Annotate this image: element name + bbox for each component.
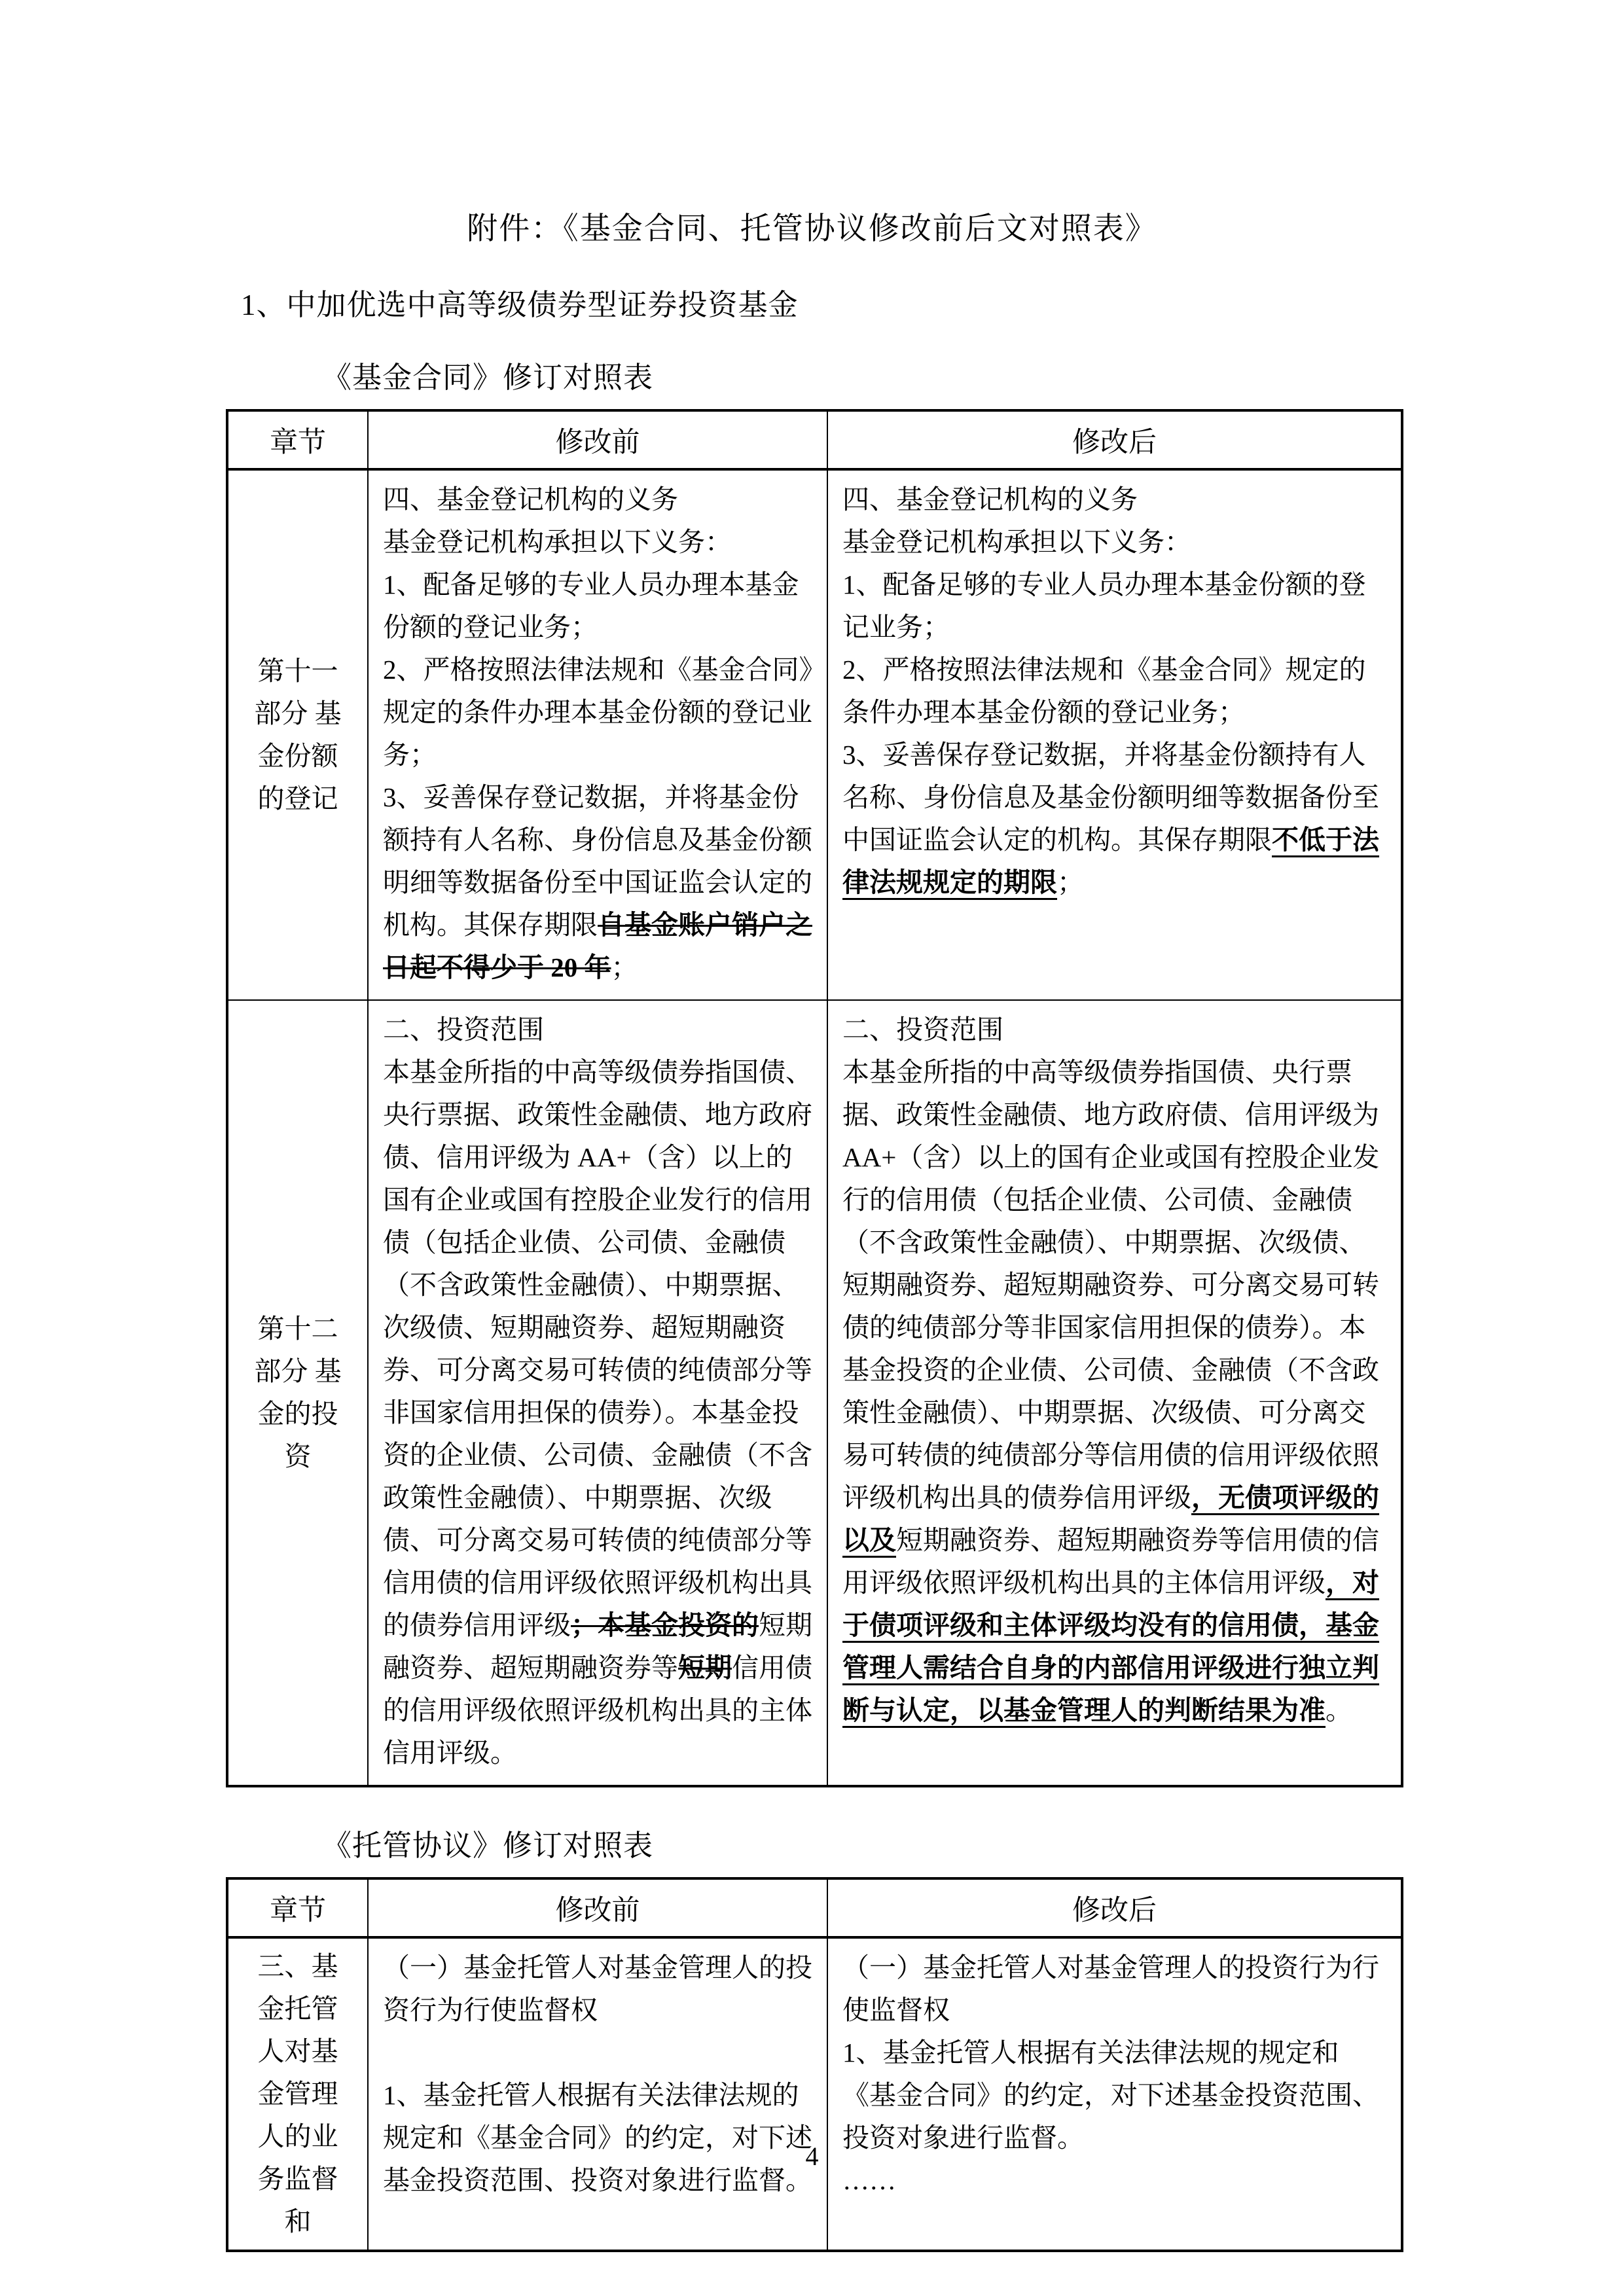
table-header-row	[227, 1878, 1402, 1937]
before-text-cell: （一）基金托管人对基金管理人的投资行为行使监督权 1、基金托管人根据有关法律法规的规定和《基金合同》的约定，对下述基金投资范围、投资对象进行监督。	[368, 1937, 827, 2251]
section-heading-fund-1: 1、中加优选中高等级债券型证券投资基金	[241, 289, 799, 321]
chapter-cell: 第十一部分 基金份额的登记	[227, 469, 368, 1000]
fund-contract-comparison-table	[226, 409, 1403, 1787]
column-header-chapter: 章节	[227, 410, 368, 469]
before-text-cell: 四、基金登记机构的义务 基金登记机构承担以下义务： 1、配备足够的专业人员办理本基金份额的登记业务； 2、严格按照法律法规和《基金合同》规定的条件办理本基金份额的登记业务； 3、妥善保存登记数据，并将基金份额持有人名称、身份信息及基金份额明细等数据备份至中国证监会认定的机构。其保存期限自基金账户销户之日起不得少于 20 年；	[368, 469, 827, 1000]
column-header-before: 修改前	[368, 410, 827, 469]
column-header-chapter: 章节	[227, 1878, 368, 1937]
table-header-row	[227, 410, 1402, 469]
table-row	[227, 469, 1402, 1000]
page-number: 4	[805, 2142, 819, 2171]
table-row	[227, 1000, 1402, 1786]
chapter-cell: 三、基金托管人对基金管理人的业务监督和	[227, 1937, 368, 2251]
after-text-cell: 二、投资范围 本基金所指的中高等级债券指国债、央行票据、政策性金融债、地方政府债、信用评级为 AA+（含）以上的国有企业或国有控股企业发行的信用债（包括企业债、公司债、金融债（不含政策性金融债）、中期票据、次级债、短期融资券、超短期融资券、可分离交易可转债的纯债部分等非国家信用担保的债券）。本基金投资的企业债、公司债、金融债（不含政策性金融债）、中期票据、次级债、可分离交易可转债的纯债部分等信用债的信用评级依照评级机构出具的债券信用评级，无债项评级的以及短期融资券、超短期融资券等信用债的信用评级依照评级机构出具的主体信用评级，对于债项评级和主体评级均没有的信用债，基金管理人需结合自身的内部信用评级进行独立判断与认定，以基金管理人的判断结果为准。	[827, 1000, 1402, 1786]
document-title: 附件：《基金合同、托管协议修改前后文对照表》	[467, 212, 1157, 246]
table-row	[227, 1937, 1402, 2251]
before-text-cell: 二、投资范围 本基金所指的中高等级债券指国债、央行票据、政策性金融债、地方政府债、信用评级为 AA+（含）以上的国有企业或国有控股企业发行的信用债（包括企业债、公司债、金融债（不含政策性金融债）、中期票据、次级债、短期融资券、超短期融资券、可分离交易可转债的纯债部分等非国家信用担保的债券）。本基金投资的企业债、公司债、金融债（不含政策性金融债）、中期票据、次级债、可分离交易可转债的纯债部分等信用债的信用评级依照评级机构出具的债券信用评级；本基金投资的短期融资券、超短期融资券等短期信用债的信用评级依照评级机构出具的主体信用评级。	[368, 1000, 827, 1786]
after-text-cell: 四、基金登记机构的义务 基金登记机构承担以下义务： 1、配备足够的专业人员办理本基金份额的登记业务； 2、严格按照法律法规和《基金合同》规定的条件办理本基金份额的登记业务； 3、妥善保存登记数据，并将基金份额持有人名称、身份信息及基金份额明细等数据备份至中国证监会认定的机构。其保存期限不低于法律法规规定的期限；	[827, 469, 1402, 1000]
chapter-cell: 第十二部分 基金的投资	[227, 1000, 368, 1786]
column-header-before: 修改前	[368, 1878, 827, 1937]
custody-agreement-comparison-table	[226, 1877, 1403, 2252]
table-caption-custody-agreement: 《托管协议》修订对照表	[322, 1829, 654, 1862]
column-header-after: 修改后	[827, 410, 1402, 469]
after-text-cell: （一）基金托管人对基金管理人的投资行为行使监督权 1、基金托管人根据有关法律法规的规定和《基金合同》的约定，对下述基金投资范围、投资对象进行监督。 ……	[827, 1937, 1402, 2251]
column-header-after: 修改后	[827, 1878, 1402, 1937]
table-caption-fund-contract: 《基金合同》修订对照表	[322, 361, 654, 394]
